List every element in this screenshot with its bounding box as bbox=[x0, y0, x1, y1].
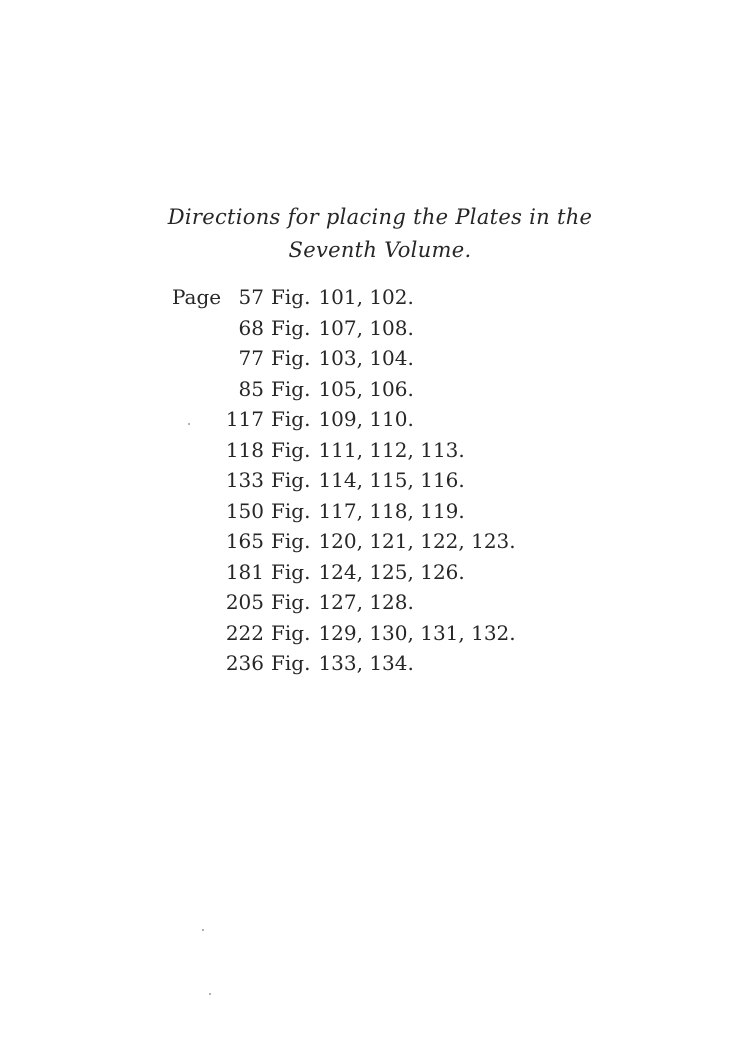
plate-entry bbox=[172, 560, 516, 591]
figure-numbers: 105, 106. bbox=[318, 376, 414, 401]
fig-label: Fig. bbox=[271, 315, 311, 340]
page-number: 68 bbox=[238, 315, 264, 340]
plate-entry bbox=[172, 316, 516, 347]
figure-numbers: 107, 108. bbox=[318, 315, 414, 340]
figure-numbers: 127, 128. bbox=[318, 590, 414, 614]
plate-entry bbox=[172, 346, 516, 377]
plate-entry bbox=[172, 285, 516, 316]
figure-numbers: 109, 110. bbox=[318, 407, 414, 431]
fig-label: Fig. bbox=[271, 376, 311, 401]
page-number: 236 bbox=[225, 651, 264, 675]
plate-entry bbox=[172, 529, 516, 560]
page-number: 205 bbox=[225, 590, 264, 614]
plate-entry bbox=[172, 651, 516, 682]
figure-numbers: 103, 104. bbox=[318, 346, 414, 370]
fig-label: Fig. bbox=[271, 498, 311, 523]
heading-line-1: Directions for placing the Plates in the bbox=[167, 205, 593, 229]
fig-label: Fig. bbox=[271, 468, 311, 492]
plate-entry bbox=[172, 621, 516, 652]
figure-numbers: 114, 115, 116. bbox=[318, 468, 465, 492]
fig-label: Fig. bbox=[271, 559, 311, 584]
heading-line-2: Seventh Volume. bbox=[288, 238, 472, 262]
plate-entry bbox=[172, 468, 516, 499]
page-number: 222 bbox=[225, 620, 264, 645]
fig-label: Fig. bbox=[271, 437, 311, 462]
plate-list bbox=[172, 285, 516, 682]
page-number: 118 bbox=[225, 437, 264, 462]
fig-label: Fig. bbox=[271, 407, 311, 431]
fig-label: Fig. bbox=[271, 529, 311, 553]
figure-numbers: 129, 130, 131, 132. bbox=[318, 620, 516, 645]
figure-numbers: 120, 121, 122, 123. bbox=[318, 529, 516, 553]
plate-entry bbox=[172, 438, 516, 469]
plate-entry bbox=[172, 499, 516, 530]
fig-label: Fig. bbox=[271, 590, 311, 614]
page-number: 181 bbox=[225, 559, 264, 584]
paper-speck bbox=[209, 993, 211, 995]
figure-numbers: 101, 102. bbox=[318, 285, 414, 309]
figure-numbers: 124, 125, 126. bbox=[318, 559, 465, 584]
plate-entry bbox=[172, 407, 516, 438]
paper-speck bbox=[202, 929, 204, 931]
plate-entry bbox=[172, 590, 516, 621]
fig-label: Fig. bbox=[271, 620, 311, 645]
page-word: Page bbox=[172, 285, 222, 309]
fig-label: Fig. bbox=[271, 651, 311, 675]
page-number: 85 bbox=[238, 376, 264, 401]
plate-entry bbox=[172, 377, 516, 408]
page-number: 77 bbox=[238, 346, 264, 370]
figure-numbers: 111, 112, 113. bbox=[318, 437, 465, 462]
paper-speck bbox=[188, 423, 190, 425]
page-number: 133 bbox=[225, 468, 264, 492]
fig-label: Fig. bbox=[271, 346, 311, 370]
fig-label: Fig. bbox=[271, 285, 311, 309]
figure-numbers: 117, 118, 119. bbox=[318, 498, 465, 523]
page-number: 165 bbox=[225, 529, 264, 553]
page-number: 117 bbox=[225, 407, 264, 431]
figure-numbers: 133, 134. bbox=[318, 651, 414, 675]
page-number: 150 bbox=[225, 498, 264, 523]
page-number: 57 bbox=[238, 285, 264, 309]
